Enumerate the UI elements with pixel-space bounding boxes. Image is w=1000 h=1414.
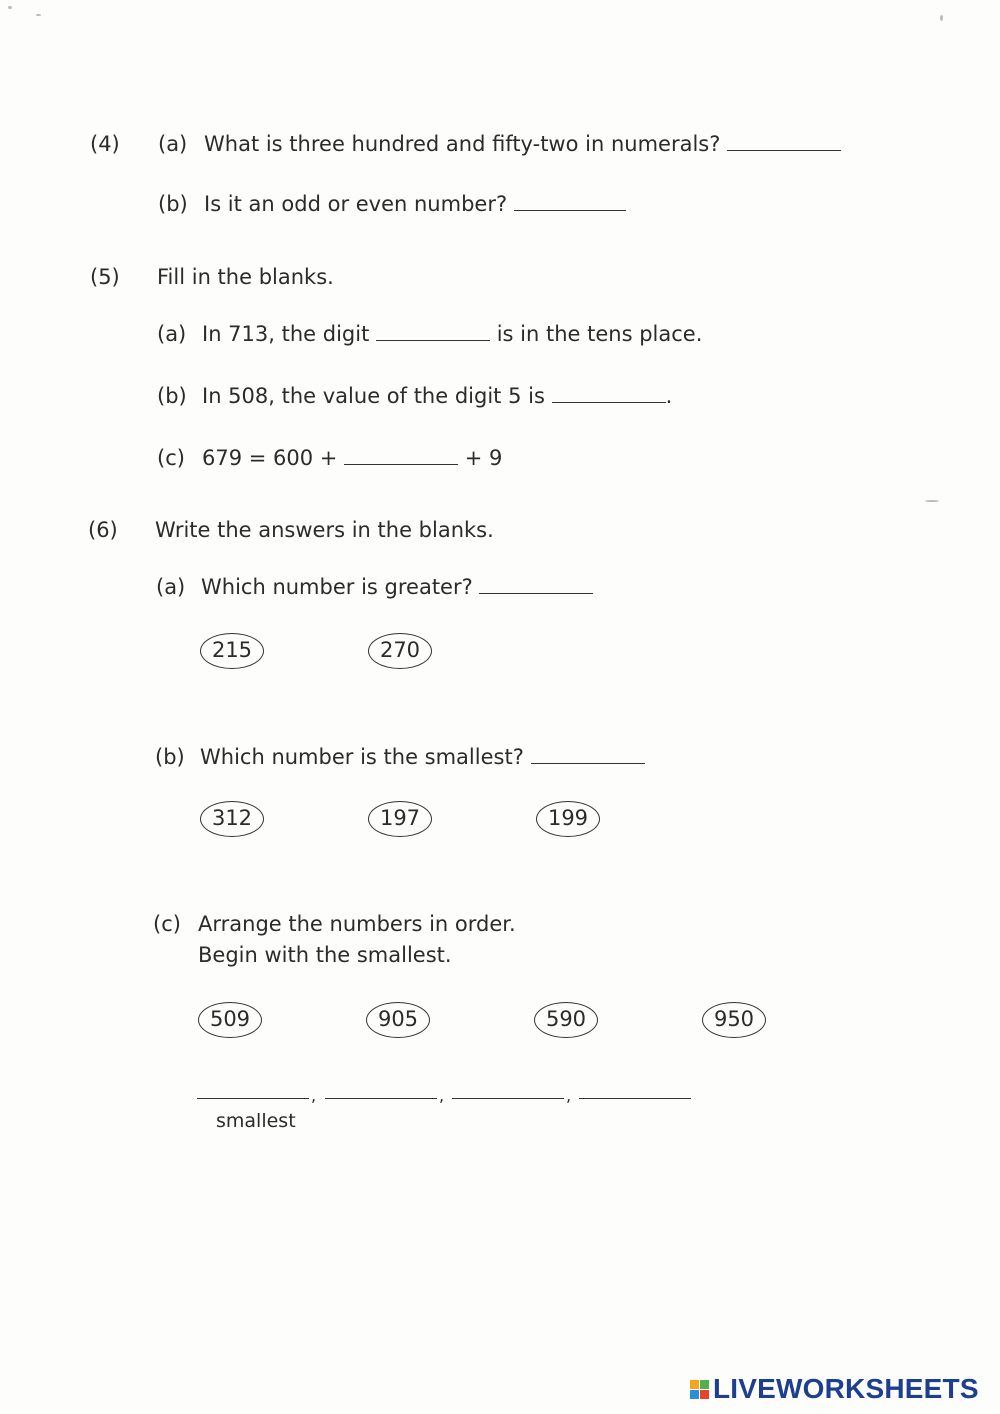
- q5b-answer-blank[interactable]: [552, 384, 666, 403]
- q6c-number-oval-3: 590: [534, 1002, 598, 1038]
- q6b-text: Which number is the smallest?: [200, 745, 524, 769]
- scan-speck: [925, 500, 939, 502]
- q6a-question: [201, 574, 593, 600]
- q6c-line2: Begin with the smallest.: [198, 943, 452, 967]
- q5c-text-before: 679 = 600 +: [202, 446, 338, 470]
- q4a-question: [204, 131, 841, 157]
- q5b-label: (b): [157, 384, 187, 408]
- liveworksheets-logo-icon: [690, 1380, 709, 1399]
- q6b-number-oval-1: 312: [200, 801, 264, 837]
- q6b-question: [200, 744, 645, 770]
- q5a-text-before: In 713, the digit: [202, 322, 370, 346]
- liveworksheets-logo-text: LIVEWORKSHEETS: [713, 1373, 979, 1404]
- q6c-label: (c): [153, 912, 181, 936]
- q4a-label: (a): [158, 132, 188, 156]
- q5c-question: [202, 445, 502, 471]
- scan-speck: [36, 14, 41, 16]
- q5-number: (5): [90, 265, 120, 289]
- scan-speck: [940, 15, 943, 21]
- q6c-answer-blank-1[interactable]: [197, 1098, 309, 1099]
- q5b-text-after: .: [665, 384, 673, 408]
- q5a-text-after: is in the tens place.: [496, 322, 703, 346]
- q5-instruction: Fill in the blanks.: [157, 265, 334, 289]
- q6b-label: (b): [155, 745, 185, 769]
- q6c-number-oval-2: 905: [366, 1002, 430, 1038]
- q5c-text-after: + 9: [464, 446, 503, 470]
- q6a-number-oval-2: 270: [368, 633, 432, 669]
- q6c-comma-3: ,: [566, 1086, 572, 1105]
- q6a-label: (a): [156, 575, 186, 599]
- q6c-answer-blank-3[interactable]: [452, 1098, 564, 1099]
- q4b-question: [204, 191, 626, 217]
- q4b-text: Is it an odd or even number?: [204, 192, 508, 216]
- liveworksheets-logo: [690, 1374, 979, 1404]
- q5a-question: [202, 321, 702, 347]
- q6a-answer-blank[interactable]: [479, 575, 593, 594]
- q5c-answer-blank[interactable]: [344, 446, 458, 465]
- q5a-label: (a): [157, 322, 187, 346]
- q6c-smallest-label: smallest: [216, 1110, 296, 1132]
- scan-speck: [8, 6, 12, 9]
- q4-number: (4): [90, 132, 120, 156]
- q5a-answer-blank[interactable]: [376, 322, 490, 341]
- q5b-text-before: In 508, the value of the digit 5 is: [202, 384, 545, 408]
- q6c-comma-2: ,: [439, 1086, 445, 1105]
- q6c-comma-1: ,: [311, 1086, 317, 1105]
- q5b-question: [202, 383, 672, 409]
- q6-number: (6): [88, 518, 118, 542]
- q6a-number-oval-1: 215: [200, 633, 264, 669]
- q5c-label: (c): [157, 446, 185, 470]
- q6c-answer-blank-4[interactable]: [579, 1098, 691, 1099]
- q4a-text: What is three hundred and fifty-two in numerals?: [204, 132, 721, 156]
- q6a-text: Which number is greater?: [201, 575, 473, 599]
- q6c-answer-blank-2[interactable]: [325, 1098, 437, 1099]
- q4a-answer-blank[interactable]: [727, 132, 841, 151]
- q6b-answer-blank[interactable]: [531, 745, 645, 764]
- q6c-number-oval-1: 509: [198, 1002, 262, 1038]
- q4b-answer-blank[interactable]: [514, 192, 626, 211]
- q4b-label: (b): [158, 192, 188, 216]
- q6b-number-oval-2: 197: [368, 801, 432, 837]
- q6c-number-oval-4: 950: [702, 1002, 766, 1038]
- q6c-line1: Arrange the numbers in order.: [198, 912, 516, 936]
- q6b-number-oval-3: 199: [536, 801, 600, 837]
- q6-instruction: Write the answers in the blanks.: [155, 518, 494, 542]
